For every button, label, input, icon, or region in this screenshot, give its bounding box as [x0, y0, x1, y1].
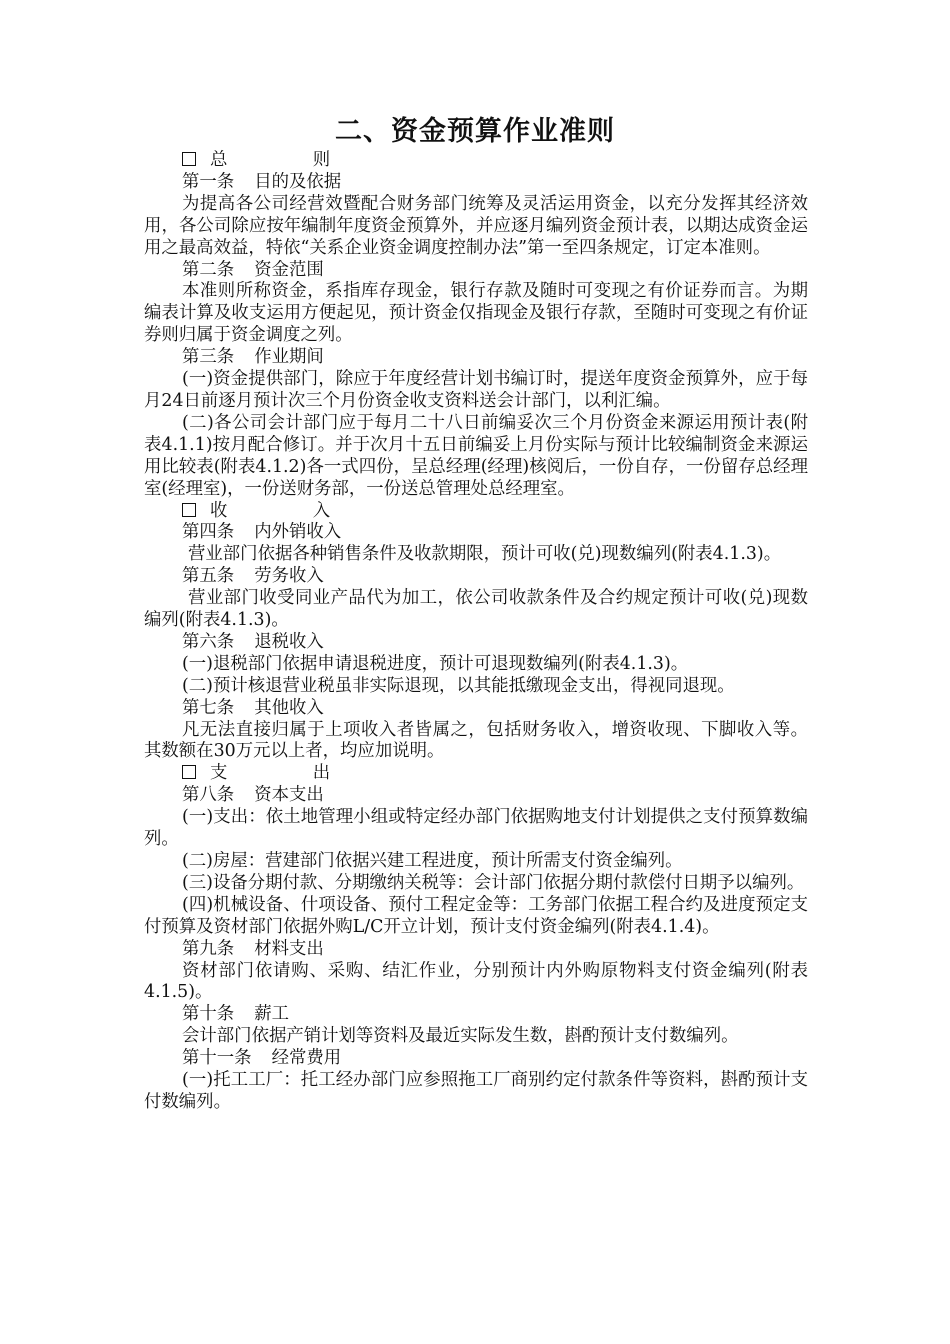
article-number: 第九条	[182, 938, 235, 959]
section-label: 支 出	[210, 763, 365, 784]
article-title: 材料支出	[254, 938, 324, 959]
article-number: 第十条	[182, 1004, 235, 1025]
article-heading	[144, 566, 808, 588]
section-label: 总 则	[210, 150, 365, 170]
article-title: 退税收入	[254, 631, 324, 652]
article-title: 薪工	[254, 1004, 289, 1025]
checkbox-icon	[182, 152, 196, 166]
paragraph: 本准则所称资金，系指库存现金，银行存款及随时可变现之有价证券而言。为期编表计算及收支运用方便起见，预计资金仅指现金及银行存款，至随时可变现之有价证券则归属于资金调度之列。	[144, 281, 808, 346]
article-heading	[144, 1048, 808, 1070]
paragraph: (一)资金提供部门，除应于年度经营计划书编订时，提送年度资金预算外，应于每月24日前逐月预计次三个月份资金收支资料送会计部门，以利汇编。	[144, 369, 808, 411]
article-heading	[144, 522, 808, 544]
paragraph: 营业部门收受同业产品代为加工，依公司收款条件及合约规定预计可收(兑)现数编列(附表4.1.3)。	[144, 588, 808, 631]
section-label: 收 入	[210, 500, 365, 521]
document-body	[144, 150, 808, 1114]
article-number: 第二条	[182, 259, 235, 280]
paragraph: (一)托工工厂：托工经办部门应参照拖工厂商别约定付款条件等资料，斟酌预计支付数编列。	[144, 1070, 808, 1112]
article-title: 内外销收入	[254, 522, 342, 543]
paragraph: 会计部门依据产销计划等资料及最近实际发生数，斟酌预计支付数编列。	[182, 1026, 739, 1047]
paragraph: 为提高各公司经营效暨配合财务部门统筹及灵活运用资金，以充分发挥其经济效用，各公司除应按年编制年度资金预算外，并应逐月编列资金预计表，以期达成资金运用之最高效益，特依“关系企业资金调度控制办法”第一至四条规定，订定本准则。	[144, 193, 808, 258]
article-title: 资金范围	[254, 259, 324, 280]
checkbox-icon	[182, 503, 196, 517]
article-number: 第八条	[182, 785, 235, 806]
paragraph: (四)机械设备、什项设备、预付工程定金等：工务部门依据工程合约及进度预定支付预算及资材部门依据外购L/C开立计划，预计支付资金编列(附表4.1.4)。	[144, 894, 808, 937]
article-title: 经常费用	[271, 1048, 342, 1069]
section-heading	[144, 150, 808, 172]
article-number: 第三条	[182, 347, 235, 368]
paragraph: 资材部门依请购、采购、结汇作业，分别预计内外购原物料支付资金编列(附表4.1.5)。	[144, 960, 808, 1003]
article-number: 第五条	[182, 566, 235, 587]
paragraph: 营业部门依据各种销售条件及收款期限，预计可收(兑)现数编列(附表4.1.3)。	[188, 544, 782, 565]
section-heading	[144, 501, 808, 523]
article-title: 作业期间	[254, 347, 324, 368]
article-number: 第七条	[182, 697, 235, 718]
paragraph: (二)房屋：营建部门依据兴建工程进度，预计所需支付资金编列。	[182, 851, 683, 871]
paragraph: (二)预计核退营业税虽非实际退现，以其能抵缴现金支出，得视同退现。	[182, 675, 735, 696]
article-heading	[144, 698, 808, 720]
article-heading	[144, 939, 808, 961]
article-heading	[144, 260, 808, 282]
paragraph: 凡无法直接归属于上项收入者皆属之，包括财务收入，增资收现、下脚收入等。其数额在30万元以上者，均应加说明。	[144, 719, 808, 762]
article-number: 第四条	[182, 522, 235, 543]
article-title: 其他收入	[254, 697, 324, 718]
checkbox-icon	[182, 765, 196, 779]
paragraph: (二)各公司会计部门应于每月二十八日前编妥次三个月份资金来源运用预计表(附表4.1.1)按月配合修订。并于次月十五日前编妥上月份实际与预计比较编制资金来源运用比较表(附表4.1.2)各一式四份，呈总经理(经理)核阅后，一份自存，一份留存总经理室(经理室)，一份送财务部，一份送总管理处总经理室。	[144, 412, 808, 499]
article-number: 第十一条	[182, 1048, 252, 1069]
paragraph: (一)支出：依土地管理小组或特定经办部门依据购地支付计划提供之支付预算数编列。	[144, 807, 808, 850]
article-number: 第一条	[182, 171, 235, 192]
section-heading	[144, 763, 808, 785]
paragraph: (一)退税部门依据申请退税进度，预计可退现数编列(附表4.1.3)。	[182, 653, 689, 674]
article-title: 目的及依据	[254, 171, 342, 192]
article-heading	[144, 347, 808, 369]
article-heading	[144, 172, 808, 194]
article-heading	[144, 632, 808, 654]
page-title: 二、资金预算作业准则	[335, 116, 615, 147]
article-title: 资本支出	[254, 785, 324, 806]
article-heading	[144, 1004, 808, 1026]
paragraph: (三)设备分期付款、分期缴纳关税等：会计部门依据分期付款偿付日期予以编列。	[182, 872, 805, 893]
article-title: 劳务收入	[254, 566, 324, 587]
article-number: 第六条	[182, 631, 235, 652]
article-heading	[144, 785, 808, 807]
